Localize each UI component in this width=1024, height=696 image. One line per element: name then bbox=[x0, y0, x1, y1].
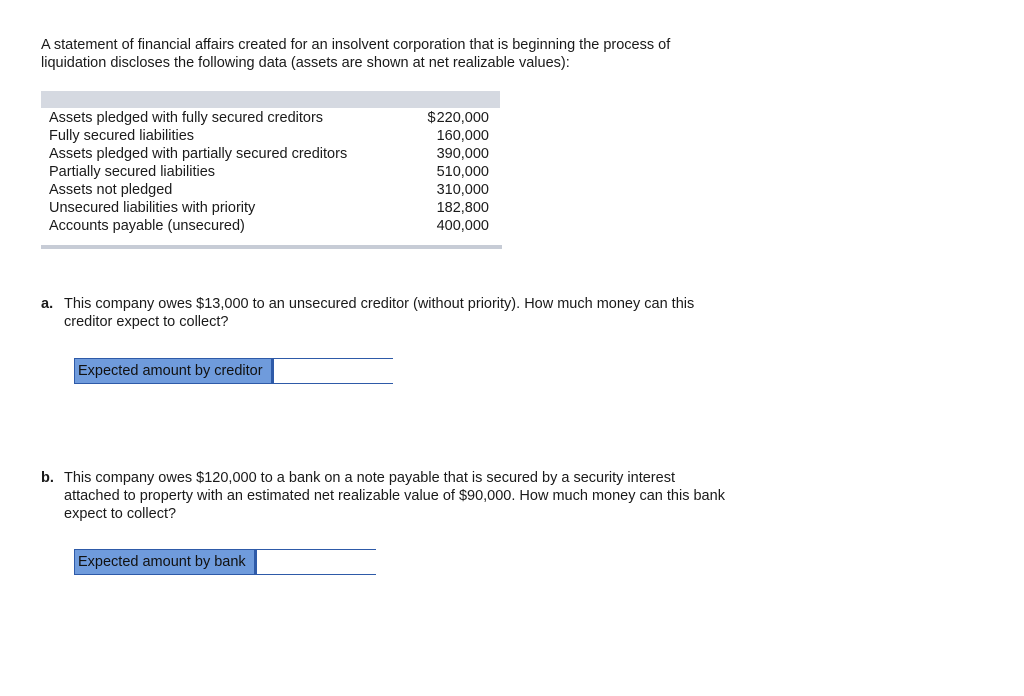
currency-symbol: $ bbox=[427, 110, 436, 126]
row-label: Unsecured liabilities with priority bbox=[49, 200, 256, 216]
answer-b-field bbox=[74, 549, 376, 575]
table-row bbox=[49, 145, 489, 163]
row-amount: 220,000 bbox=[436, 110, 489, 126]
expected-amount-bank-input[interactable] bbox=[255, 550, 446, 574]
problem-intro bbox=[41, 36, 761, 72]
intro-line-1: A statement of financial affairs created for an insolvent corporation that is beginning the process of bbox=[41, 37, 671, 53]
table-row bbox=[49, 109, 489, 127]
financial-data-table bbox=[41, 91, 502, 250]
row-label: Assets pledged with fully secured creditors bbox=[49, 110, 324, 126]
intro-line-2: liquidation discloses the following data (assets are shown at net realizable values): bbox=[41, 55, 570, 71]
row-value: 400,000 bbox=[436, 218, 489, 234]
row-value: 310,000 bbox=[436, 182, 489, 198]
table-rows bbox=[49, 109, 489, 235]
question-b-line-2: attached to property with an estimated net realizable value of $90,000. How much money can this bank bbox=[64, 488, 725, 504]
table-row bbox=[49, 127, 489, 145]
row-label: Assets not pledged bbox=[49, 182, 173, 198]
table-row bbox=[49, 163, 489, 181]
row-value bbox=[409, 109, 489, 127]
row-value: 510,000 bbox=[436, 164, 489, 180]
row-label: Assets pledged with partially secured creditors bbox=[49, 146, 348, 162]
answer-b-label: Expected amount by bank bbox=[75, 550, 255, 574]
table-row bbox=[49, 181, 489, 199]
table-header-bar bbox=[41, 91, 500, 108]
table-row bbox=[49, 199, 489, 217]
question-b-text bbox=[64, 469, 801, 523]
question-b-line-3: expect to collect? bbox=[64, 506, 177, 522]
expected-amount-creditor-input[interactable] bbox=[272, 359, 463, 383]
question-a-letter: a. bbox=[41, 296, 54, 312]
table-row bbox=[49, 217, 489, 235]
row-value: 160,000 bbox=[436, 128, 489, 144]
row-label: Partially secured liabilities bbox=[49, 164, 216, 180]
table-footer-bar bbox=[41, 245, 502, 249]
row-value: 182,800 bbox=[436, 200, 489, 216]
answer-a-field bbox=[74, 358, 393, 384]
row-label: Accounts payable (unsecured) bbox=[49, 218, 245, 234]
answer-a-label: Expected amount by creditor bbox=[75, 359, 272, 383]
question-b-letter: b. bbox=[41, 470, 54, 486]
question-b-line-1: This company owes $120,000 to a bank on a note payable that is secured by a security interest bbox=[64, 470, 675, 486]
question-a-line-1: This company owes $13,000 to an unsecured creditor (without priority). How much money can this bbox=[64, 296, 695, 312]
row-label: Fully secured liabilities bbox=[49, 128, 195, 144]
row-value: 390,000 bbox=[436, 146, 489, 162]
question-a bbox=[41, 295, 801, 331]
question-b bbox=[41, 469, 801, 523]
question-a-text bbox=[64, 295, 801, 331]
question-a-line-2: creditor expect to collect? bbox=[64, 314, 229, 330]
